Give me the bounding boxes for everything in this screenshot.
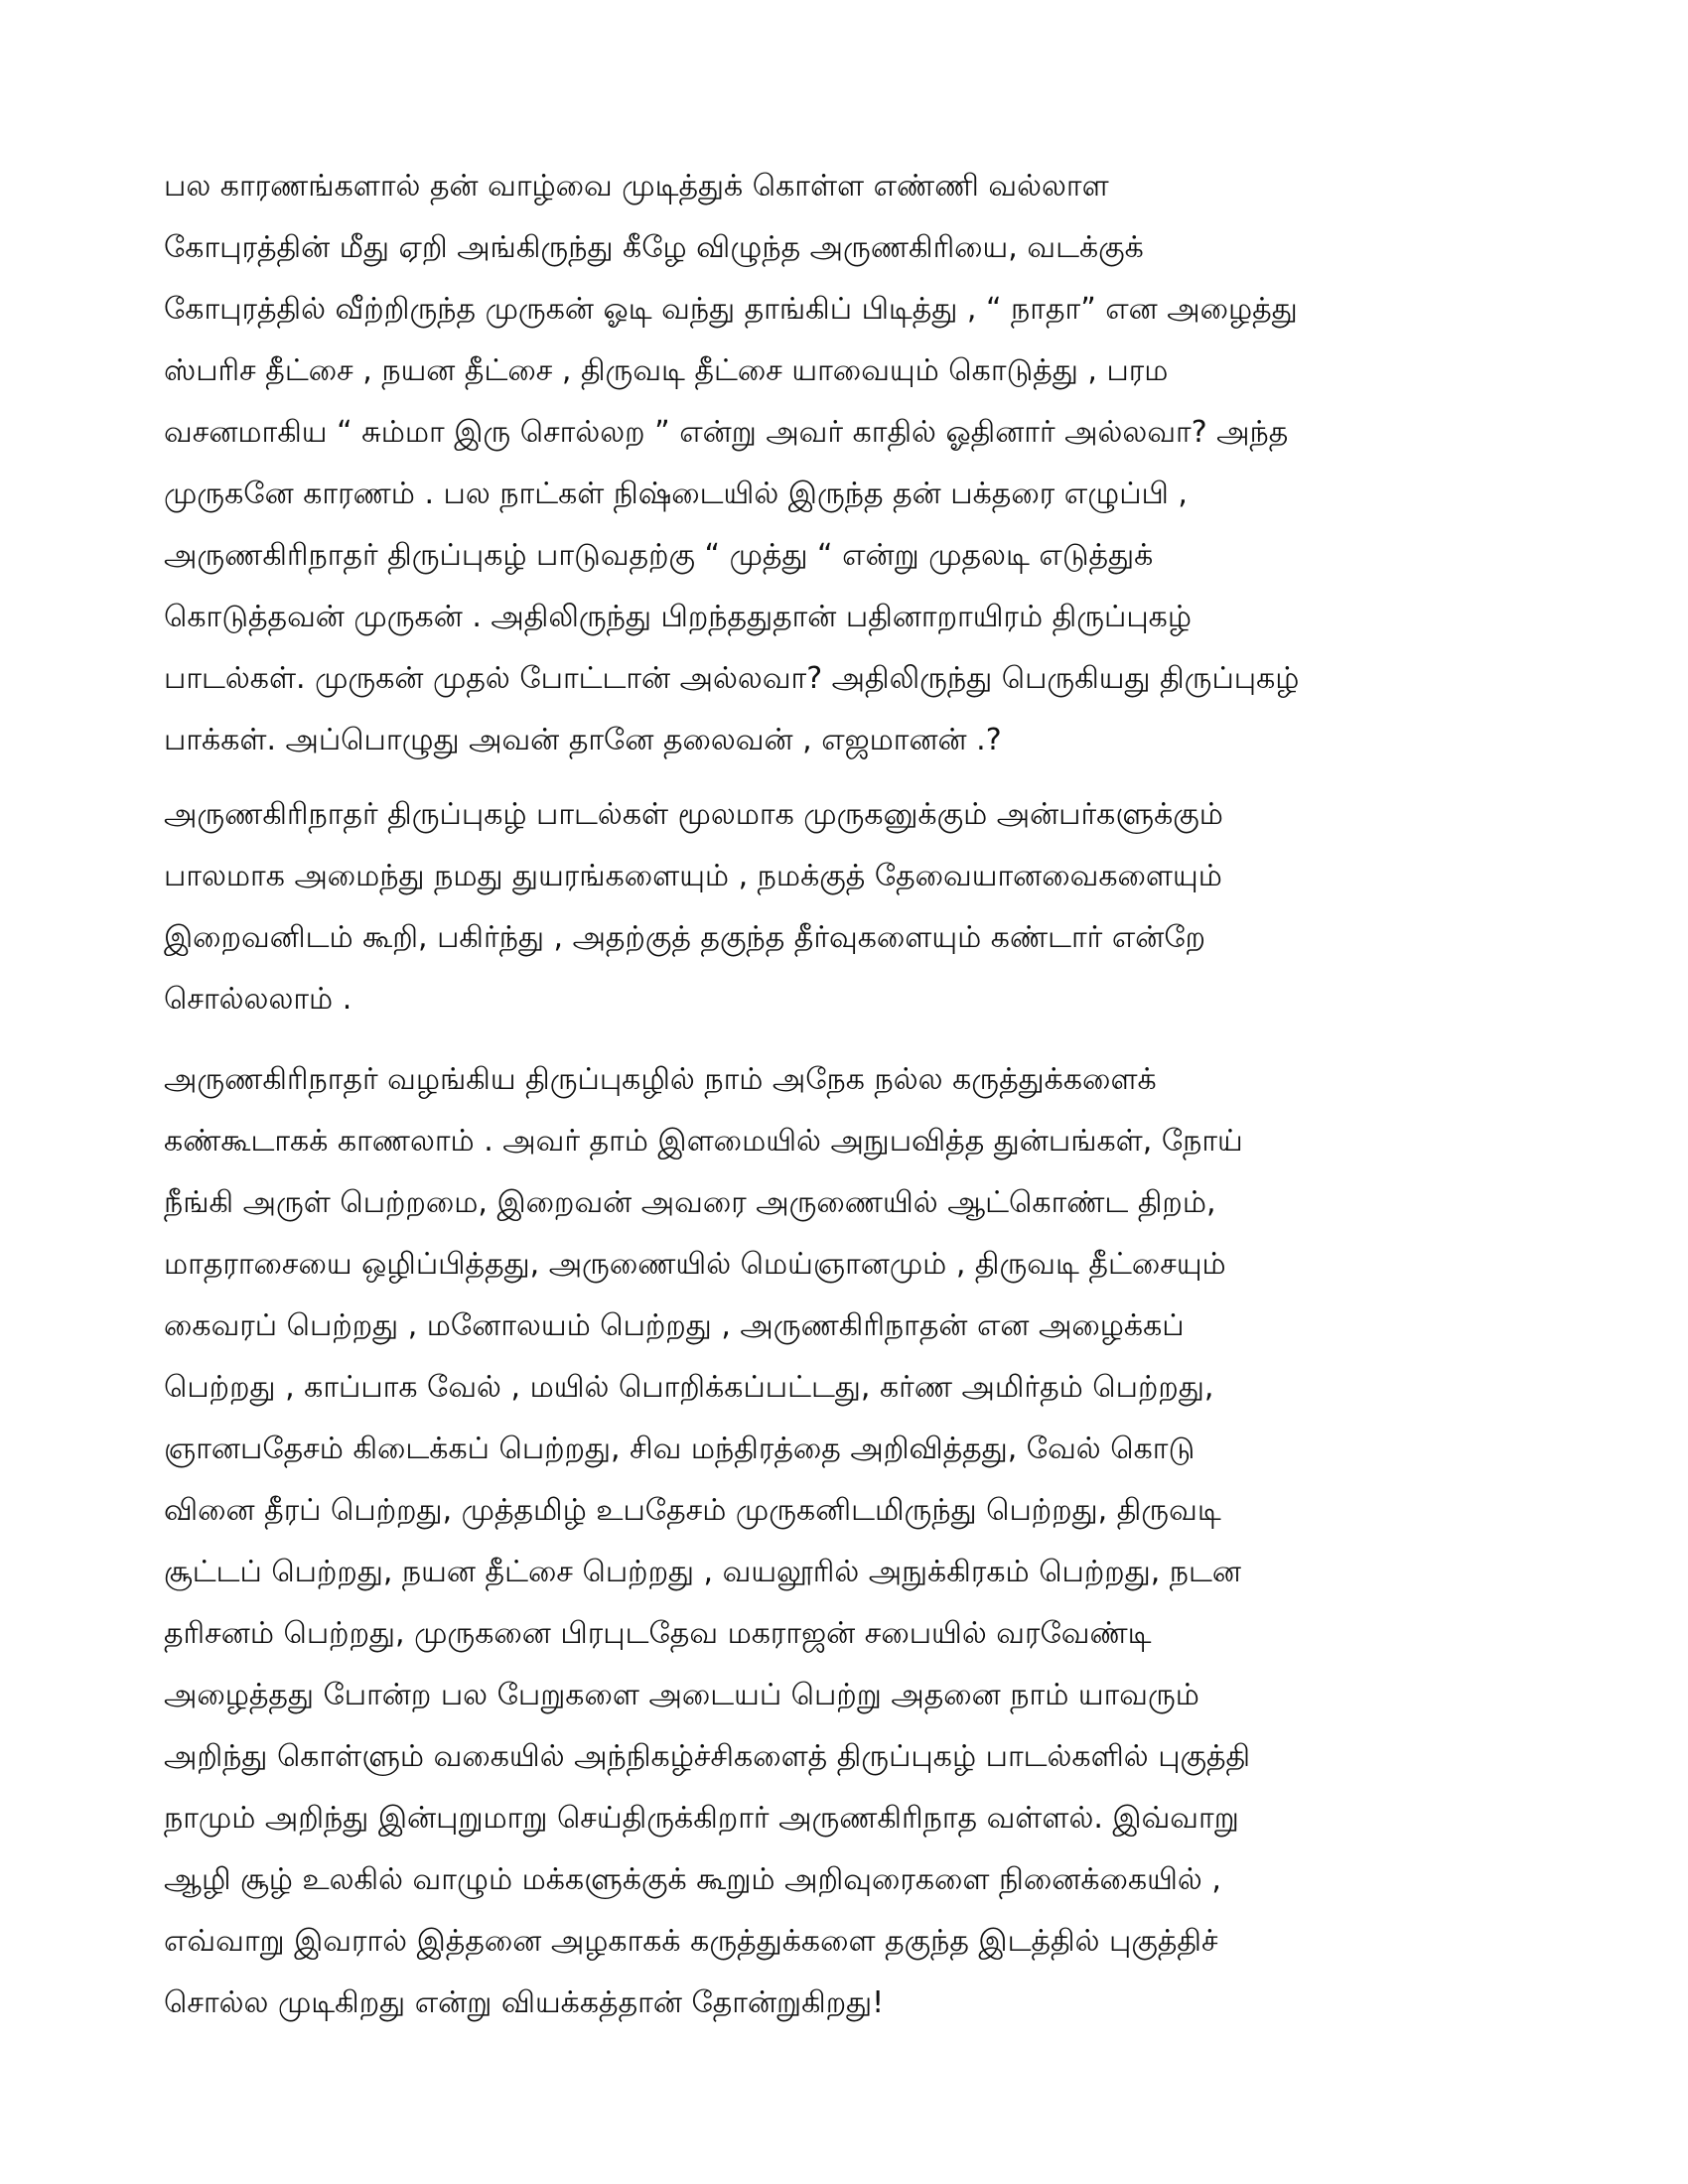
text-line: வினை தீரப் பெற்றது, முத்தமிழ் உபதேசம் முருகனிடமிருந்து பெற்றது, திருவடி [164, 1493, 1221, 1528]
text-line: அறிந்து கொள்ளும் வகையில் அந்நிகழ்ச்சிகளைத் திருப்புகழ் பாடல்களில் புகுத்தி [164, 1739, 1251, 1774]
text-line: கைவரப் பெற்றது , மனோலயம் பெற்றது , அருணகிரிநாதன் என அழைக்கப் [164, 1308, 1185, 1343]
text-line: பாடல்கள். முருகன் முதல் போட்டான் அல்லவா? அதிலிருந்து பெருகியது திருப்புகழ் [164, 661, 1300, 696]
text-line: ஆழி சூழ் உலகில் வாழும் மக்களுக்குக் கூறும் அறிவுரைகளை நினைக்கையில் , [164, 1862, 1221, 1897]
paragraph-1 [164, 156, 1554, 771]
text-line: முருகனே காரணம் . பல நாட்கள் நிஷ்டையில் இருந்த தன் பக்தரை எழுப்பி , [164, 477, 1188, 511]
text-line: அருணகிரிநாதர் திருப்புகழ் பாடல்கள் மூலமாக முருகனுக்கும் அன்பர்களுக்கும் [164, 797, 1223, 832]
text-line: நாமும் அறிந்து இன்புறுமாறு செய்திருக்கிறார் அருணகிரிநாத வள்ளல். இவ்வாறு [164, 1801, 1239, 1836]
text-line: பெற்றது , காப்பாக வேல் , மயில் பொறிக்கப்பட்டது, கர்ண அமிர்தம் பெற்றது, [164, 1370, 1214, 1405]
text-line: பல காரணங்களால் தன் வாழ்வை முடித்துக் கொள்ள எண்ணி வல்லாள [164, 169, 1109, 204]
text-line: அழைத்தது போன்ற பல பேறுகளை அடையப் பெற்று அதனை நாம் யாவரும் [164, 1678, 1199, 1712]
paragraph-2 [164, 784, 1554, 1030]
text-line: அருணகிரிநாதர் வழங்கிய திருப்புகழில் நாம் அநேக நல்ல கருத்துக்களைக் [164, 1062, 1157, 1097]
text-line: அருணகிரிநாதர் திருப்புகழ் பாடுவதற்கு “ முத்து “ என்று முதலடி எடுத்துக் [164, 538, 1154, 573]
text-line: இறைவனிடம் கூறி, பகிர்ந்து , அதற்குத் தகுந்த தீர்வுகளையும் கண்டார் என்றே [164, 920, 1206, 955]
text-line: தரிசனம் பெற்றது, முருகனை பிரபுடதேவ மகராஜன் சபையில் வரவேண்டி [164, 1616, 1152, 1651]
text-line: ஸ்பரிச தீட்சை , நயன தீட்சை , திருவடி தீட்சை யாவையும் கொடுத்து , பரம [164, 353, 1169, 388]
text-line: கோபுரத்தில் வீற்றிருந்த முருகன் ஓடி வந்து தாங்கிப் பிடித்து , “ நாதா” என அழைத்து [164, 292, 1298, 327]
text-line: கண்கூடாகக் காணலாம் . அவர் தாம் இளமையில் அநுபவித்த துன்பங்கள், நோய் [164, 1124, 1243, 1159]
text-line: பாலமாக அமைந்து நமது துயரங்களையும் , நமக்குத் தேவையானவைகளையும் [164, 859, 1222, 893]
text-line: ஞானபதேசம் கிடைக்கப் பெற்றது, சிவ மந்திரத்தை அறிவித்தது, வேல் கொடு [164, 1432, 1196, 1466]
text-line: பாக்கள். அப்பொழுது அவன் தானே தலைவன் , எஜமானன் .? [164, 723, 1002, 757]
paragraph-3 [164, 1049, 1554, 2034]
text-line: கொடுத்தவன் முருகன் . அதிலிருந்து பிறந்ததுதான் பதினாறாயிரம் திருப்புகழ் [164, 600, 1193, 634]
text-line: நீங்கி அருள் பெற்றமை, இறைவன் அவரை அருணையில் ஆட்கொண்ட திறம், [164, 1185, 1216, 1220]
text-line: மாதராசையை ஒழிப்பித்தது, அருணையில் மெய்ஞானமும் , திருவடி தீட்சையும் [164, 1247, 1226, 1282]
text-line: சூட்டப் பெற்றது, நயன தீட்சை பெற்றது , வயலூரில் அநுக்கிரகம் பெற்றது, நடன [164, 1555, 1242, 1589]
text-line: எவ்வாறு இவரால் இத்தனை அழகாகக் கருத்துக்களை தகுந்த இடத்தில் புகுத்திச் [164, 1924, 1218, 1959]
text-line: சொல்ல முடிகிறது என்று வியக்கத்தான் தோன்றுகிறது! [164, 1985, 885, 2020]
text-line: வசனமாகிய “ சும்மா இரு சொல்லற ” என்று அவர் காதில் ஓதினார் அல்லவா? அந்த [164, 415, 1289, 450]
text-line: கோபுரத்தின் மீது ஏறி அங்கிருந்து கீழே விழுந்த அருணகிரியை, வடக்குக் [164, 230, 1144, 265]
text-line: சொல்லலாம் . [164, 982, 352, 1017]
